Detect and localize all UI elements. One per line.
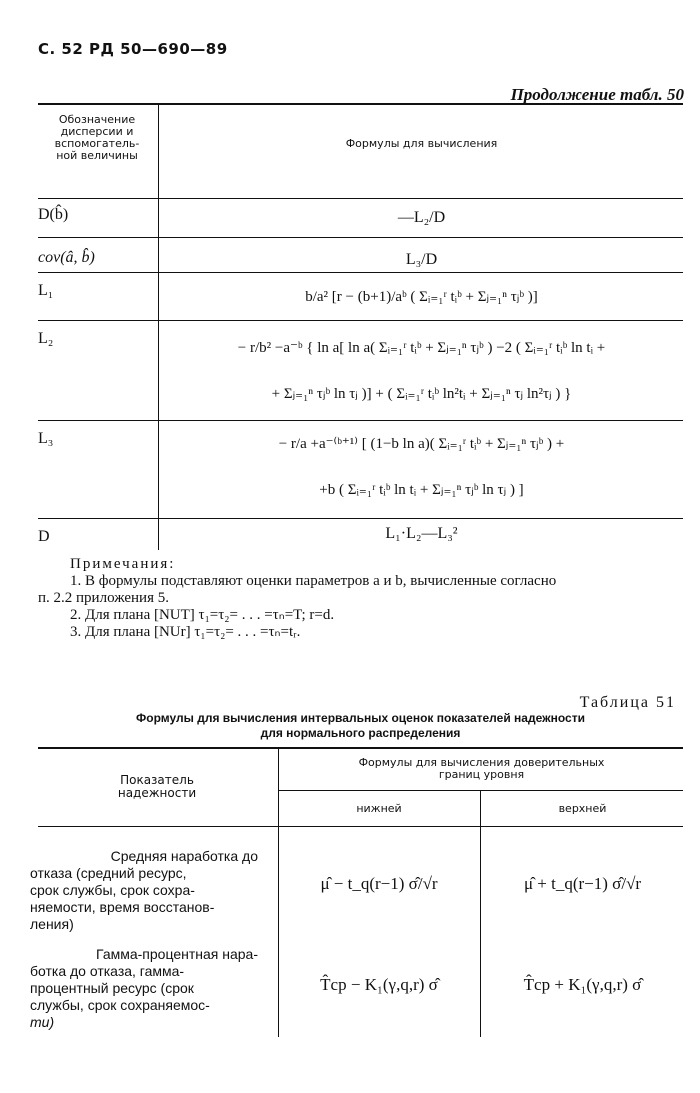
indicator-line: службы, срок сохраняемос- <box>30 997 210 1013</box>
indicator-line: Гамма-процентная нара- <box>96 946 258 962</box>
indicator-line: няемости, время восстанов- <box>30 899 215 915</box>
row-label-D: D <box>38 528 50 545</box>
indicator-line: срок службы, срок сохра- <box>30 882 195 898</box>
formula-upper-gamma: T̂ср + K₁(γ,q,r) σ̂ <box>523 975 642 994</box>
note-line: 2. Для плана [NUT] τ₁=τ₂= . . . =τₙ=T; r=d. <box>70 607 335 623</box>
indicator-line: ботка до отказа, гамма- <box>30 963 185 979</box>
formula-D-b: —L₂/D <box>397 209 446 226</box>
formula-L3-line1: − r/a +a⁻⁽ᵇ⁺¹⁾ [ (1−b ln a)( Σᵢ₌₁ʳ tᵢᵇ + Σⱼ₌₁ⁿ τⱼᵇ ) + <box>278 436 565 452</box>
indicator-line: ти) <box>30 1014 55 1030</box>
row-label-D-b: D(b̂) <box>38 206 69 223</box>
row-label-cov: cov(â, b̂) <box>38 249 95 266</box>
note-line: п. 2.2 приложения 5. <box>38 590 169 606</box>
formula-lower-mean: μ̂ − t_q(r−1) σ̂/√r <box>320 874 438 893</box>
subheader-upper: верхней <box>558 802 607 815</box>
header-line: Показатель <box>120 773 194 787</box>
row-label-L3: L₃ <box>38 430 54 447</box>
header-line: границ уровня <box>438 768 525 781</box>
header-line: Обозначение <box>58 113 136 126</box>
notes-title: Примечания: <box>70 556 176 572</box>
header-line: надежности <box>117 786 197 800</box>
formula-lower-gamma: T̂ср − K₁(γ,q,r) σ̂ <box>320 975 438 994</box>
indicator-line: ления) <box>30 916 74 932</box>
col-header-designation <box>38 114 156 162</box>
indicator-gamma-percent <box>30 946 258 1031</box>
table-continuation-label: Продолжение табл. 50 <box>510 85 684 104</box>
formula-L2-line1: − r/b² −a⁻ᵇ { ln a[ ln a( Σᵢ₌₁ʳ tᵢᵇ + Σⱼ₌₁ⁿ τⱼᵇ ) −2 ( Σᵢ₌₁ʳ tᵢᵇ ln tᵢ + <box>237 340 606 356</box>
page-header: С. 52 РД 50—690—89 <box>38 40 228 58</box>
header-line: дисперсии и <box>60 125 134 138</box>
header-line: ной величины <box>56 149 138 162</box>
row-label-L2: L₂ <box>38 330 54 347</box>
indicator-mean-time <box>30 848 258 933</box>
header-line: Формулы для вычисления доверительных <box>358 756 605 769</box>
col-header-indicator <box>38 774 276 800</box>
formula-L1: b/a² [r − (b+1)/aᵇ ( Σᵢ₌₁ʳ tᵢᵇ + Σⱼ₌₁ⁿ τⱼᵇ )] <box>305 289 538 305</box>
indicator-line: отказа (средний ресурс, <box>30 865 187 881</box>
col-header-formulas: Формулы для вычисления <box>345 137 498 150</box>
row-label-L1: L₁ <box>38 282 54 299</box>
note-line: 3. Для плана [NUr] τ₁=τ₂= . . . =τₙ=tᵣ. <box>70 624 301 640</box>
table-51-title-line2: для нормального распределения <box>260 726 461 740</box>
formula-upper-mean: μ̂ + t_q(r−1) σ̂/√r <box>523 874 642 893</box>
formula-L3-line2: +b ( Σᵢ₌₁ʳ tᵢᵇ ln tᵢ + Σⱼ₌₁ⁿ τⱼᵇ ln τⱼ ) ] <box>319 482 524 498</box>
indicator-line: процентный ресурс (срок <box>30 980 194 996</box>
formula-cov: L₃/D <box>405 251 438 268</box>
subheader-lower: нижней <box>356 802 402 815</box>
formula-L2-line2: + Σⱼ₌₁ⁿ τⱼᵇ ln τⱼ )] + ( Σᵢ₌₁ʳ tᵢᵇ ln²tᵢ + Σⱼ₌₁ⁿ τⱼ ln²τⱼ ) } <box>271 386 572 402</box>
table-51-number: Таблица 51 <box>579 694 676 711</box>
header-line: вспомогатель- <box>54 137 140 150</box>
note-line: 1. В формулы подставляют оценки параметров a и b, вычисленные согласно <box>70 573 557 589</box>
col-header-confidence <box>280 757 683 781</box>
indicator-line: Средняя наработка до <box>110 848 258 864</box>
formula-D: L₁·L₂—L₃² <box>385 525 458 542</box>
table-51-title-line1: Формулы для вычисления интервальных оценок показателей надежности <box>136 711 585 725</box>
